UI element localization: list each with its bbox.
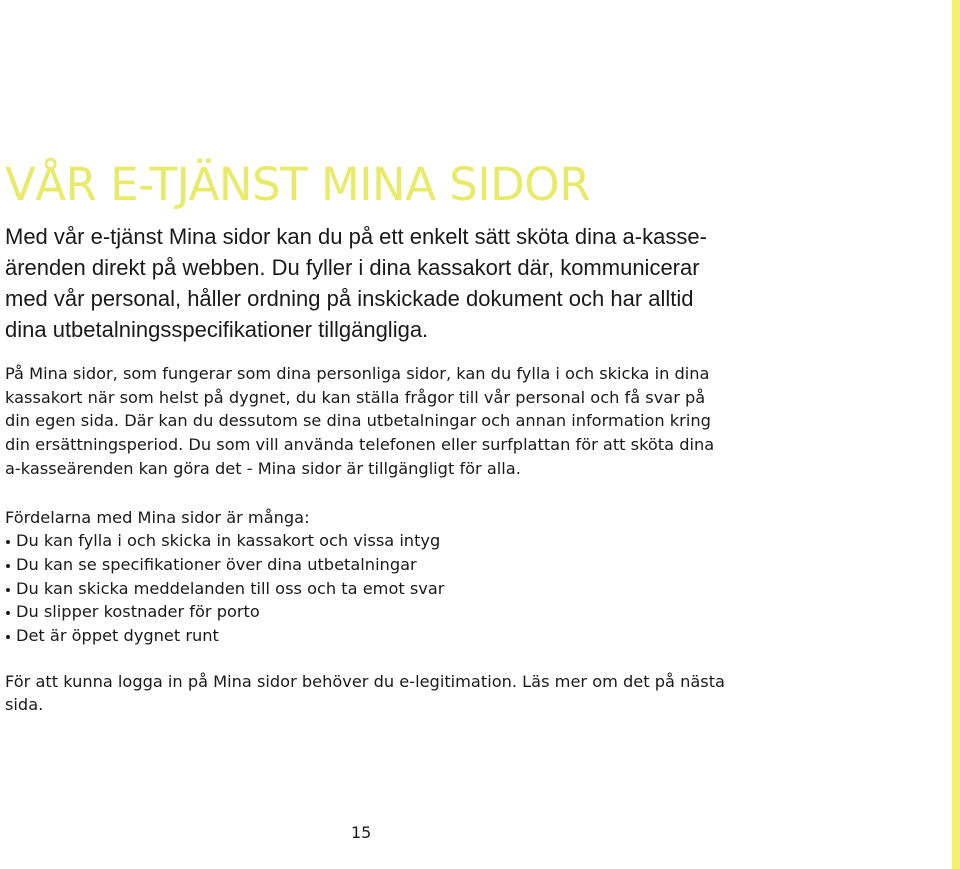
lead-line: dina utbetalningsspecifikationer tillgängliga. [5,317,429,342]
closing-line: För att kunna logga in på Mina sidor behöver du e-legitimation. Läs mer om det på nästa [5,671,725,691]
body-line: din egen sida. Där kan du dessutom se dina utbetalningar och annan information kring [5,411,711,431]
body-line: a-kasseärenden kan göra det - Mina sidor är tillgängligt för alla. [5,458,521,478]
page-number: 15 [351,823,372,842]
benefit-item: Du kan skicka meddelanden till oss och ta emot svar [5,577,745,601]
closing-line: sida. [5,695,44,715]
benefit-item: Det är öppet dygnet runt [5,624,745,648]
body-line: kassakort när som helst på dygnet, du kan ställa frågor till vår personal och få svar på [5,387,706,407]
closing-paragraph [5,670,745,717]
benefit-item: Du slipper kostnader för porto [5,600,745,624]
body-line: din ersättningsperiod. Du som vill använda telefonen eller surfplattan för att sköta dina [5,435,715,455]
lead-line: ärenden direkt på webben. Du fyller i dina kassakort där, kommunicerar [5,255,700,280]
benefits-intro: Fördelarna med Mina sidor är många: [5,507,310,527]
benefit-item: Du kan se specifikationer över dina utbetalningar [5,553,745,577]
article [5,157,745,717]
benefit-item: Du kan fylla i och skicka in kassakort och vissa intyg [5,529,745,553]
benefits-list [5,529,745,648]
body-line: På Mina sidor, som fungerar som dina personliga sidor, kan du fylla i och skicka in dina [5,364,710,383]
accent-bar [952,0,960,869]
lead-paragraph [5,221,745,345]
body-paragraph [5,362,745,481]
lead-line: Med vår e-tjänst Mina sidor kan du på ett enkelt sätt sköta dina a-kasse- [5,224,707,249]
lead-line: med vår personal, håller ordning på inskickade dokument och har alltid [5,286,694,311]
page-title: VÅR E-TJÄNST MINA SIDOR [5,158,590,211]
